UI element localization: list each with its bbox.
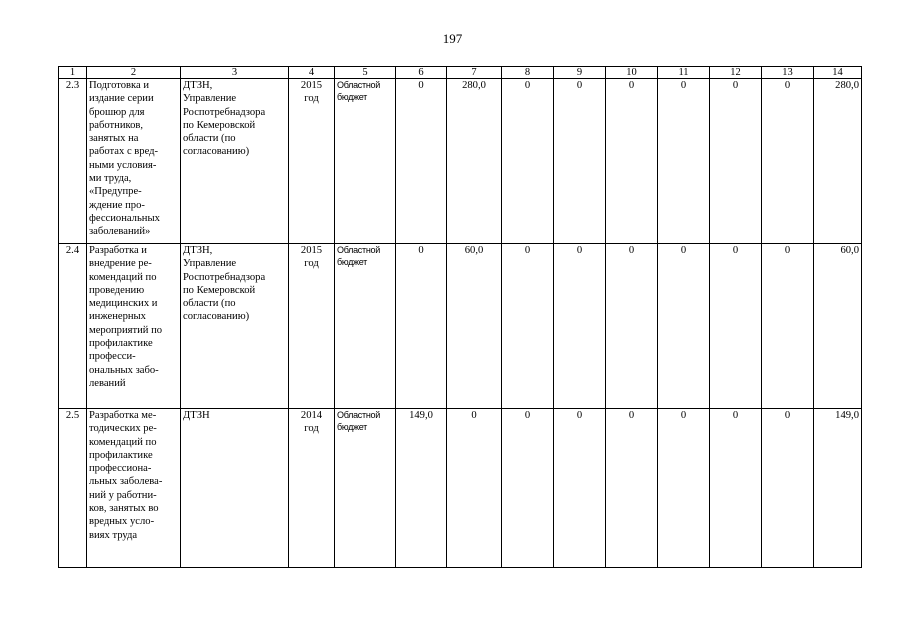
amount-cell: 0 <box>447 409 502 568</box>
column-header: 13 <box>762 67 814 79</box>
amount-cell: 0 <box>502 244 554 409</box>
amount-cell: 0 <box>710 409 762 568</box>
measure-title-line: профилактике <box>89 449 153 461</box>
measure-title-line: инженерных <box>89 311 146 323</box>
funding-source-line: бюджет <box>337 257 368 267</box>
amount-cell: 0 <box>606 79 658 244</box>
executor-line: области (по <box>183 133 236 145</box>
amount-cell: 0 <box>710 79 762 244</box>
executor <box>181 79 289 244</box>
table-row <box>59 244 862 409</box>
measure-title-line: Разработка ме- <box>89 410 157 421</box>
measure-title-line: профессиона- <box>89 463 152 475</box>
column-header: 9 <box>554 67 606 79</box>
deadline <box>289 244 335 409</box>
measure-title-line: ми труда, <box>89 173 132 185</box>
deadline-line: год <box>304 93 319 105</box>
column-header: 3 <box>181 67 289 79</box>
measure-title-line: комендаций по <box>89 436 157 448</box>
measure-title <box>87 409 181 568</box>
measure-title-line: виях труда <box>89 529 138 541</box>
column-header: 4 <box>289 67 335 79</box>
measure-title-line: ков, занятых во <box>89 503 159 515</box>
deadline-line: 2015 <box>300 80 323 91</box>
deadline-line: 2014 <box>300 410 323 421</box>
funding-source-line: Областной <box>337 245 380 255</box>
column-header: 5 <box>335 67 396 79</box>
executor-line: Управление <box>183 258 237 270</box>
measure-title-line: брошюр для <box>89 106 145 118</box>
funding-source <box>335 409 396 568</box>
measure-title-line: леваний <box>89 377 126 389</box>
amount-cell: 0 <box>606 244 658 409</box>
funding-source-line: Областной <box>337 80 380 90</box>
measure-title-line: фессиональных <box>89 212 160 224</box>
amount-cell: 0 <box>658 79 710 244</box>
amount-cell: 0 <box>606 409 658 568</box>
executor-line: Роспотребнадзора <box>183 271 266 283</box>
amount-cell: 0 <box>502 409 554 568</box>
column-header: 6 <box>396 67 447 79</box>
item-number: 2.5 <box>59 409 87 568</box>
measure-title-line: мероприятий по <box>89 324 163 336</box>
measure-title-line: работах с вред- <box>89 146 159 158</box>
page-number: 197 <box>442 31 463 46</box>
executor-line: по Кемеровской <box>183 284 256 296</box>
executor-line: области (по <box>183 298 236 310</box>
amount-cell: 0 <box>396 244 447 409</box>
measure-title-line: проведению <box>89 284 145 296</box>
measure-title-line: професси- <box>89 351 136 363</box>
measure-title-line: заболеваний» <box>89 226 151 238</box>
measure-title-line: профилактике <box>89 338 153 350</box>
amount-cell: 0 <box>658 409 710 568</box>
column-number-row <box>59 67 862 79</box>
measure-title-line: ональных забо- <box>89 364 159 376</box>
deadline <box>289 409 335 568</box>
amount-cell: 0 <box>658 244 710 409</box>
deadline-line: 2015 <box>300 245 323 256</box>
budget-table <box>58 66 862 568</box>
measure-title-line: Разработка и <box>89 245 147 256</box>
item-number: 2.3 <box>59 79 87 244</box>
amount-cell: 0 <box>554 409 606 568</box>
deadline-line: год <box>304 258 319 270</box>
measure-title-line: вредных усло- <box>89 516 155 528</box>
column-header: 14 <box>814 67 862 79</box>
executor-line: ДТЗН, <box>183 245 213 256</box>
amount-cell: 0 <box>502 79 554 244</box>
executor-line: ДТЗН, <box>183 80 213 91</box>
column-header: 12 <box>710 67 762 79</box>
executor <box>181 244 289 409</box>
funding-source-line: бюджет <box>337 422 368 432</box>
amount-cell: 0 <box>762 244 814 409</box>
measure-title-line: медицинских и <box>89 298 158 310</box>
amount-cell: 0 <box>554 79 606 244</box>
column-header: 8 <box>502 67 554 79</box>
column-header: 2 <box>87 67 181 79</box>
measure-title-line: работников, <box>89 119 144 131</box>
item-number: 2.4 <box>59 244 87 409</box>
funding-source-line: бюджет <box>337 92 368 102</box>
amount-cell: 0 <box>762 79 814 244</box>
amount-cell: 60,0 <box>814 244 862 409</box>
deadline <box>289 79 335 244</box>
measure-title-line: комендаций по <box>89 271 157 283</box>
amount-cell: 280,0 <box>447 79 502 244</box>
funding-source <box>335 244 396 409</box>
executor-line: ДТЗН <box>183 410 210 421</box>
executor-line: по Кемеровской <box>183 119 256 131</box>
column-header: 7 <box>447 67 502 79</box>
measure-title-line: Подготовка и <box>89 80 150 91</box>
amount-cell: 0 <box>396 79 447 244</box>
column-header: 1 <box>59 67 87 79</box>
measure-title-line: ными условия- <box>89 159 157 171</box>
amount-cell: 0 <box>762 409 814 568</box>
table-row <box>59 79 862 244</box>
executor <box>181 409 289 568</box>
executor-line: Управление <box>183 93 237 105</box>
measure-title-line: тодических ре- <box>89 423 157 435</box>
executor-line: согласованию) <box>183 146 250 158</box>
measure-title-line: льных заболева- <box>89 476 163 488</box>
amount-cell: 149,0 <box>814 409 862 568</box>
column-header: 10 <box>606 67 658 79</box>
measure-title-line: «Предупре- <box>89 186 142 198</box>
funding-source-line: Областной <box>337 410 380 420</box>
amount-cell: 0 <box>710 244 762 409</box>
measure-title <box>87 244 181 409</box>
executor-line: согласованию) <box>183 311 250 323</box>
amount-cell: 60,0 <box>447 244 502 409</box>
amount-cell: 0 <box>554 244 606 409</box>
amount-cell: 280,0 <box>814 79 862 244</box>
funding-source <box>335 79 396 244</box>
measure-title <box>87 79 181 244</box>
measure-title-line: занятых на <box>89 133 139 145</box>
executor-line: Роспотребнадзора <box>183 106 266 118</box>
measure-title-line: издание серии <box>89 93 154 105</box>
measure-title-line: ний у работни- <box>89 489 157 501</box>
measure-title-line: внедрение ре- <box>89 258 152 270</box>
deadline-line: год <box>304 423 319 435</box>
measure-title-line: ждение про- <box>89 199 145 211</box>
amount-cell: 149,0 <box>396 409 447 568</box>
column-header: 11 <box>658 67 710 79</box>
table-row <box>59 409 862 568</box>
